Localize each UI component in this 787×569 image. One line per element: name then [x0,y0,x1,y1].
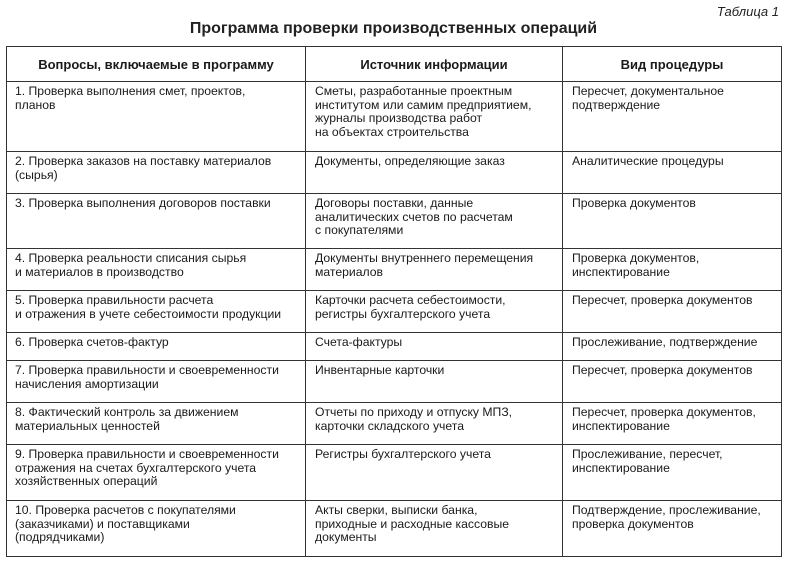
table-row [7,445,782,501]
question-cell: 6. Проверка счетов-фактур [7,333,306,361]
table-number-label: Таблица 1 [716,4,779,19]
table-row [7,249,782,291]
question-cell: 1. Проверка выполнения смет, проектов, планов [7,82,306,152]
source-cell: Отчеты по приходу и отпуску МПЗ, карточки складского учета [306,403,563,445]
question-cell: 3. Проверка выполнения договоров поставки [7,194,306,249]
source-cell: Акты сверки, выписки банка, приходные и расходные кассовые документы [306,501,563,557]
question-cell: 9. Проверка правильности и своевременности отражения на счетах бухгалтерского учета хозяйственных операций [7,445,306,501]
table-row [7,333,782,361]
question-cell: 5. Проверка правильности расчета и отражения в учете себестоимости продукции [7,291,306,333]
procedure-cell: Прослеживание, пересчет, инспектирование [563,445,782,501]
operations-table [6,46,782,557]
table-row [7,291,782,333]
question-cell: 7. Проверка правильности и своевременности начисления амортизации [7,361,306,403]
source-cell: Счета-фактуры [306,333,563,361]
source-cell: Договоры поставки, данные аналитических счетов по расчетам с покупателями [306,194,563,249]
source-cell: Инвентарные карточки [306,361,563,403]
header-row [7,47,782,82]
table-row [7,501,782,557]
source-cell: Документы внутреннего перемещения материалов [306,249,563,291]
question-cell: 8. Фактический контроль за движением материальных ценностей [7,403,306,445]
column-header-procedure: Вид процедуры [563,47,782,82]
column-header-questions: Вопросы, включаемые в программу [7,47,306,82]
table-row [7,361,782,403]
procedure-cell: Пересчет, проверка документов, инспектирование [563,403,782,445]
column-header-source: Источник информации [306,47,563,82]
procedure-cell: Пересчет, проверка документов [563,361,782,403]
procedure-cell: Проверка документов [563,194,782,249]
page-title: Программа проверки производственных операций [189,20,598,37]
procedure-cell: Пересчет, проверка документов [563,291,782,333]
procedure-cell: Аналитические процедуры [563,152,782,194]
source-cell: Карточки расчета себестоимости, регистры бухгалтерского учета [306,291,563,333]
table-row [7,194,782,249]
question-cell: 2. Проверка заказов на поставку материалов (сырья) [7,152,306,194]
procedure-cell: Прослеживание, подтверждение [563,333,782,361]
table-row [7,403,782,445]
source-cell: Регистры бухгалтерского учета [306,445,563,501]
question-cell: 4. Проверка реальности списания сырья и материалов в производство [7,249,306,291]
table-row [7,152,782,194]
table-row [7,82,782,152]
procedure-cell: Подтверждение, прослеживание, проверка документов [563,501,782,557]
question-cell: 10. Проверка расчетов с покупателями (заказчиками) и поставщиками (подрядчиками) [7,501,306,557]
source-cell: Сметы, разработанные проектным институтом или самим предприятием, журналы производства работ на объектах строительства [306,82,563,152]
procedure-cell: Пересчет, документальное подтверждение [563,82,782,152]
procedure-cell: Проверка документов, инспектирование [563,249,782,291]
source-cell: Документы, определяющие заказ [306,152,563,194]
